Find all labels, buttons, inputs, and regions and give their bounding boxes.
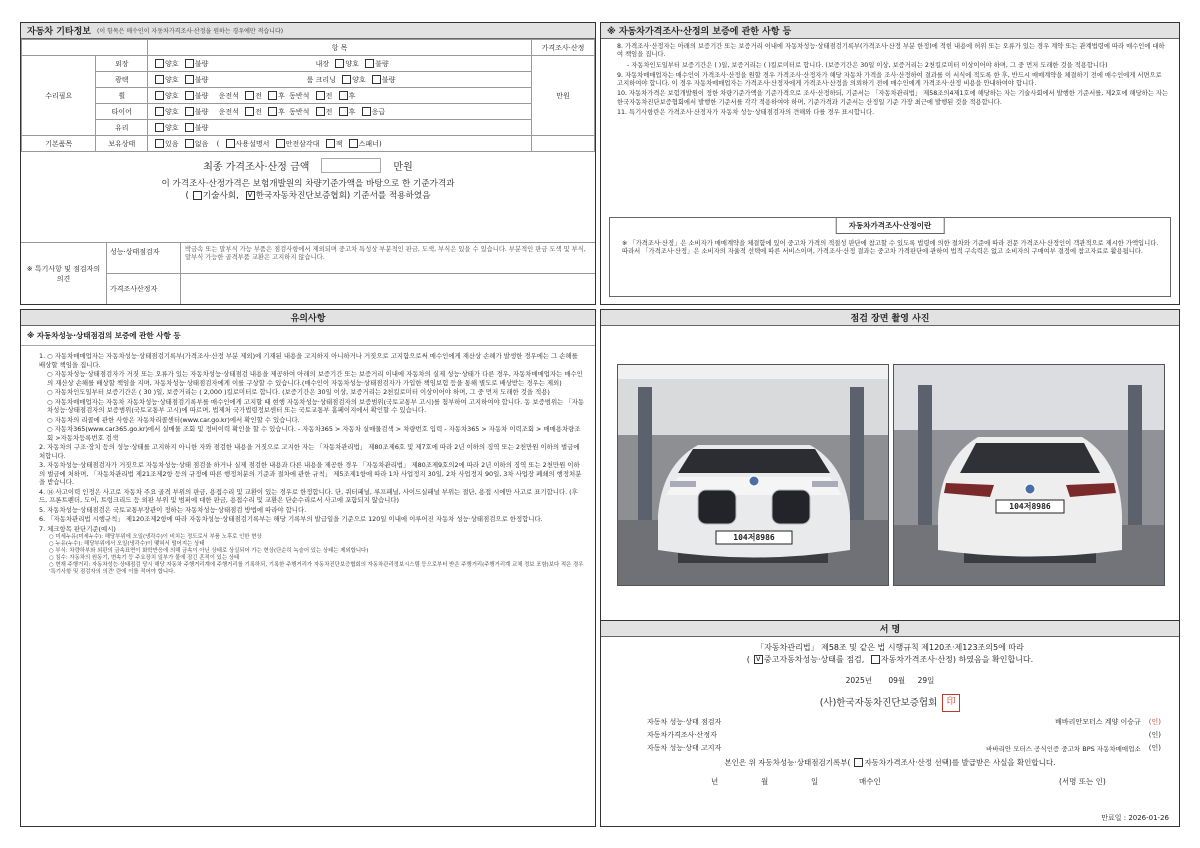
price-item-8-sub: - 자동차인도일부터 보증기간은 ( )일, 보증거리는 ( )킬로미터로 합니다. (보증기간은 30일 이상, 보증거리는 2천킬로미터 이상이어야 하며, 그 중 먼저 도래한 것을 적용합니다) bbox=[627, 61, 1108, 69]
acc-spanner-checkbox[interactable] bbox=[349, 139, 358, 148]
notice-item: ○ 자동차의 리콜에 관한 사항은 자동차리콜센터(www.car.go.kr)에서 확인할 수 있습니다. bbox=[47, 415, 300, 424]
panel-header bbox=[21, 23, 595, 39]
signer-row: 자동차가격조사·산정자 (인) bbox=[647, 731, 1161, 740]
receipt-line: 본인은 위 자동차성능·상태점검기록부( 자동차가격조사·산정 선택)를 발급받은 사실을 확인합니다. bbox=[724, 757, 1056, 767]
expiry-date: 만료일 : 2026-01-26 bbox=[1101, 814, 1169, 822]
basis-tech-checkbox[interactable] bbox=[193, 191, 202, 200]
signer-list bbox=[601, 712, 1179, 755]
row-gloss: 광택 bbox=[96, 72, 148, 88]
association-row bbox=[601, 694, 1179, 712]
col-price: 가격조사·산정 bbox=[531, 40, 594, 56]
interior-bad-checkbox[interactable] bbox=[365, 59, 374, 68]
signature-section bbox=[601, 620, 1179, 826]
basis-text bbox=[21, 178, 595, 203]
wheel-passenger-front-checkbox[interactable] bbox=[316, 91, 325, 100]
law-line-1: 「자동차관리법」 제58조 및 같은 법 시행규칙 제120조·제123조의5에 따라 bbox=[756, 643, 1024, 652]
tire-driver-rear-checkbox[interactable] bbox=[268, 107, 277, 116]
glass-good-checkbox[interactable] bbox=[155, 123, 164, 132]
row-exterior: 외장 bbox=[96, 56, 148, 72]
notices-title: ※ 자동차성능·상태점검의 보증에 관한 사항 등 bbox=[21, 326, 595, 346]
basis-line-2: ( 기술사회, v 한국자동차진단보증협회) 기준서를 적용하였음 bbox=[21, 190, 595, 202]
panel-other-info bbox=[20, 22, 596, 305]
panel-header bbox=[601, 23, 1179, 39]
price-inspector-note[interactable] bbox=[181, 274, 595, 304]
price-definition-box bbox=[609, 217, 1171, 297]
panel-title: 점검 장면 촬영 사진 bbox=[850, 314, 930, 324]
signature-mark[interactable]: (인) bbox=[1148, 744, 1161, 753]
basis-kada-checkbox[interactable] bbox=[246, 191, 255, 200]
basis-line-1: 이 가격조사·산정가격은 보험개발원의 차량기준가액을 바탕으로 한 기준가격과 bbox=[161, 179, 455, 189]
panel-price-warranty bbox=[600, 22, 1180, 305]
panel-header bbox=[601, 310, 1179, 326]
signature-mark[interactable]: (인) bbox=[1148, 718, 1161, 727]
price-item-9: 9. 자동차매매업자는 매수인이 가격조사·산정을 원할 경우 가격조사·산정자가 해당 자동차 가격을 조사·산정하여 결과를 이 서식에 적도록 한 후, 반드시 매매계약을 체결하기 전에 매수인에게 서면으로 고지하여야 합니다. 이 경우 자동차매매업자는 가격조사·산정자에게 가격조사·산정을 의뢰하기 전에 매수인에게 가격조사·산정 비용을 안내하여야 합니다. bbox=[617, 71, 1162, 88]
law-text bbox=[601, 642, 1179, 667]
tire-bad-checkbox[interactable] bbox=[185, 107, 194, 116]
options-table: 항 목 가격조사·산정 수리필요 외장 양호 불량 내장 양호 불량 만원 광택 양호 불량 룸 크리닝 양호 불량 휠 양호 불량 운전석 전 후 동반석 전 후 타이어 양호 불량 운전석 전 후 동반석 전 후 응급 유리 양호 불량 기본품목 보유상태 있음 없음 ( 사용설명서 안전삼각대 잭 스패너) bbox=[21, 39, 595, 152]
association-name: (사)한국자동차진단보증협회 bbox=[819, 697, 938, 709]
front-car-photo bbox=[617, 364, 889, 586]
final-price-row bbox=[21, 152, 595, 178]
tire-good-checkbox[interactable] bbox=[155, 107, 164, 116]
price-item-10: 10. 자동차가격은 보험개발원이 정한 차량기준가액을 기준가격으로 조사·산정하되, 기준서는 「자동차관리법」 제58조의4제1호에 해당하는 자는 기술사회에서 발행한 기준서를, 제2호에 해당하는 자는 한국자동차진단보증협회에서 발행한 기준서를 각각 적용하여야 하며, 기준가격과 기준서는 산정일 기준 가장 최근에 발행된 것을 적용합니다. bbox=[617, 90, 1169, 106]
price-unit: 만원 bbox=[531, 56, 594, 136]
signature-header: 서 명 bbox=[601, 621, 1179, 637]
acc-manual-checkbox[interactable] bbox=[226, 139, 235, 148]
price-item-8: 8. 가격조사·산정자는 아래의 보증기간 또는 보증거리 이내에 자동차성능·상태점검기록부(가격조사·산정 부분 한정)에 적힌 내용에 허위 또는 오류가 있는 경우 계약 또는 관계법령에 따라 매수인에 대하여 책임을 집니다. bbox=[617, 43, 1165, 59]
row-accessories: 보유상태 bbox=[96, 136, 148, 152]
exterior-good-checkbox[interactable] bbox=[155, 59, 164, 68]
law-line-2: (v 중고자동차성능·상태를 점검, 자동차가격조사·산정) 하였음을 확인합니다. bbox=[601, 654, 1179, 666]
receipt-price-checkbox[interactable] bbox=[854, 758, 863, 767]
box-title: 자동차가격조사·산정이란 bbox=[836, 217, 945, 234]
panel-photos-signature bbox=[600, 309, 1180, 827]
repair-needed-label: 수리필요 bbox=[22, 56, 96, 136]
notice-item: ○ 자동차인도일부터 보증기간은 ( 30 )일, 보증거리는 ( 2,000 )킬로미터로 합니다. (보증기간은 30일 이상, 보증거리는 2천킬로미터 이상이어야 하며, 그 중 먼저 도래한 것을 적용) bbox=[47, 388, 550, 397]
notices-list bbox=[21, 346, 595, 576]
final-price-input[interactable] bbox=[321, 158, 381, 173]
price-item-11: 11. 특기사항란은 가격조사·산정자가 자동차 성능·상태점검자의 견해와 다를 경우 표시합니다. bbox=[617, 109, 875, 117]
tire-passenger-rear-checkbox[interactable] bbox=[339, 107, 348, 116]
special-label: ※ 특기사항 및 점검자의 의견 bbox=[21, 243, 107, 304]
rear-car-photo bbox=[893, 364, 1165, 586]
panel-title: 자동차 기타정보 bbox=[27, 27, 91, 37]
acc-jack-checkbox[interactable] bbox=[326, 139, 335, 148]
panel-title: ※ 자동차가격조사·산정의 보증에 관한 사항 등 bbox=[607, 27, 792, 37]
price-check-checkbox[interactable] bbox=[871, 655, 880, 664]
association-stamp: 印 bbox=[942, 694, 960, 712]
criteria-list bbox=[39, 534, 585, 576]
notice-item: 7. 체크항목 판단기준(예시) bbox=[39, 524, 116, 533]
row-interior: 내장 bbox=[315, 59, 330, 68]
glass-bad-checkbox[interactable] bbox=[185, 123, 194, 132]
signer-row: 자동차 성능·상태 점검자 배바리안모터스 계양 이승규 (인) bbox=[647, 718, 1161, 727]
acc-none-checkbox[interactable] bbox=[185, 139, 194, 148]
final-price-label: 최종 가격조사·산정 금액 bbox=[203, 161, 310, 173]
inspection-checkbox[interactable] bbox=[754, 655, 763, 664]
criteria-item: ○ 부식: 차량하부와 외판의 금속표면이 화학반응에 의해 금속이 아닌 상태로 상실되어 가는 현상(단순히 녹슬어 있는 상태는 제외합니다) bbox=[49, 548, 369, 555]
notice-item: ○ 자동차성능·상태점검자가 거짓 또는 오류가 있는 자동차성능·상태점검 내용을 제공하여 아래의 보증기간 또는 보증거리 이내에 자동차의 실제 성능·상태가 다른 경우, 자동차매매업자는 매수인의 재산상 손해를 배상할 책임을 지며, 자동차성능·상태점검자에게 이를 구상할 수 있습니다.(매수인이 자동차성능·상태점검자가 가입한 책임보험 등을 통해 별도로 배상받는 경우는 제외) bbox=[47, 370, 583, 387]
notice-item: 5. 자동차성능·상태점검은 국토교통부장관이 정하는 자동차성능·상태점검 방법에 따라야 합니다. bbox=[39, 505, 307, 514]
room-bad-checkbox[interactable] bbox=[372, 75, 381, 84]
price-inspector-label: 가격조사산정자 bbox=[107, 274, 181, 304]
exterior-bad-checkbox[interactable] bbox=[185, 59, 194, 68]
final-price-unit: 만원 bbox=[393, 161, 413, 173]
tire-passenger-front-checkbox[interactable] bbox=[316, 107, 325, 116]
notice-item: 4. ⑭ 사고이력 인정은 사고로 자동차 주요 골격 부위의 판금, 용접수리 및 교환이 있는 경우로 한정합니다. 단, 쿼터패널, 루프패널, 사이드실패널 부위는 절단, 용접 시에만 사고로 표기합니다. (후드, 프론트펜더, 도어, 트렁크리드 등 외판 부위 및 범퍼에 대한 판금, 용접수리 및 교환은 단순수리로서 사고에 포함되지 않습니다) bbox=[39, 487, 578, 505]
notice-item: ○ 자동차365(www.car365.go.kr)에서 실매물 조회 및 정비이력 확인을 할 수 있습니다. - 자동차365 > 자동차 실매물검색 > 차량번호 입력 - 자동차365 > 자동차 이력조회 > 매매용차량조회 >자동차등록번호 검색 bbox=[47, 425, 581, 442]
notice-item: 3. 자동차성능·상태점검자가 거짓으로 자동차성능·상태 점검을 하거나 실제 점검한 내용과 다른 내용을 제공한 경우 「자동차관리법」 제80조제9호의2에 따라 2년 이하의 징역 또는 2천만원 이하의 벌금에 처하며, 「자동차관리법 제21조제2항 등의 규정에 따른 행정처분의 기준과 절차에 관한 규칙」 제5조제1항에 따라 1차 사업정지 30일, 2차 사업정지 90일, 3차 사업장 폐쇄의 행정처분을 받습니다. bbox=[39, 461, 582, 487]
room-good-checkbox[interactable] bbox=[342, 75, 351, 84]
criteria-item: ○ 누유(누수): 해당부위에서 오일(냉각수)이 맺혀서 떨어지는 상태 bbox=[49, 541, 205, 548]
acc-triangle-checkbox[interactable] bbox=[276, 139, 285, 148]
sign-date: 2025년 09월 29일 bbox=[845, 675, 935, 685]
col-item: 항 목 bbox=[148, 40, 532, 56]
row-room-cleaning: 룸 크리닝 bbox=[306, 75, 336, 84]
front-license-plate: 104저8986 bbox=[733, 533, 775, 542]
criteria-item: ○ 침수: 자동차의 원동기, 변속기 등 주요장치 일부가 물에 잠긴 흔적이 있는 상태 bbox=[49, 555, 240, 562]
wheel-driver-rear-checkbox[interactable] bbox=[268, 91, 277, 100]
notice-item: ○ 자동차매매업자는 자동차 자동차성능·상태점검기록부를 매수인에게 고지할 때 현행 자동차성능·상태점검자의 보증범위(국토교통부 고시)를 첨부하여 고지하여야 합니다. 동 보증범위는 「자동차성능·상태점검자의 보증범위(국토교통부 고시)에 따르며, 법제처 국가법령정보센터 또는 국토교통부 홈페이지에서 확인할 수 있습니다. bbox=[47, 397, 585, 415]
panel-header bbox=[21, 310, 595, 326]
row-wheel: 휠 bbox=[96, 88, 148, 104]
notice-item: 1. ○ 자동차매매업자는 자동차성능·상태점검기록부(가격조사·산정 부분 제외)에 기재된 내용을 고지하지 아니하거나 거짓으로 고지함으로써 매수인에게 재산상 손해가 발생한 경우에는 그 손해를 배상할 책임을 집니다. bbox=[39, 352, 578, 369]
buyer-signature[interactable]: (서명 또는 인) bbox=[1059, 776, 1106, 786]
special-notes-section bbox=[21, 242, 595, 304]
panel-title: 유의사항 bbox=[290, 314, 326, 324]
wheel-passenger-rear-checkbox[interactable] bbox=[339, 91, 348, 100]
basic-items-label: 기본품목 bbox=[22, 136, 96, 152]
tire-driver-front-checkbox[interactable] bbox=[245, 107, 254, 116]
notice-item: 6. 「자동차관리법 시행규칙」 제120조제2항에 따라 자동차성능·상태점검기록부는 해당 기록부의 발급일을 기준으로 120일 이내에 이루어진 자동차 성능·상태점검으로 한정합니다. bbox=[39, 515, 543, 524]
wheel-good-checkbox[interactable] bbox=[155, 91, 164, 100]
criteria-item: ○ 현재 주행거리: 자동차성능·상태점검 당시 해당 자동차 주행거리계에 주행거리를 기록하되, 기록한 주행거리가 자동차진단보증협회의 자동차관리정보시스템 등으로부터 받은 주행거리(주행거리계 교체 정보 포함)보다 적은 경우 '특기사항 및 점검자의 의견' 란에 이를 적어야 합니다. bbox=[49, 562, 584, 576]
perf-inspector-note: 박금속 또는 말부식 가능 부품은 점검사항에서 제외되며 중고차 특성상 부분적인 판금, 도색, 부식은 있을 수 있습니다. 부분적인 판금 도색 및 부식, 말부식 가능한 골격부품 교환은 고지하지 않습니다. bbox=[185, 246, 586, 262]
wheel-driver-front-checkbox[interactable] bbox=[245, 91, 254, 100]
wheel-bad-checkbox[interactable] bbox=[185, 91, 194, 100]
signer-row: 자동차 성능·상태 고지자 바바리안 모터스 공식인증 중고차 BPS 자동차매매업소 (인) bbox=[647, 744, 1161, 753]
criteria-item: ○ 미세누유(미세누수): 해당부위에 오일(냉각수)이 비치는 정도로서 부품 노후로 인한 현상 bbox=[49, 534, 262, 541]
interior-good-checkbox[interactable] bbox=[335, 59, 344, 68]
panel-notices bbox=[20, 309, 596, 827]
acc-have-checkbox[interactable] bbox=[155, 139, 164, 148]
notice-item: 2. 자동차의 구조·장치 등의 성능·상태를 고지하지 아니한 자와 점검한 내용을 거짓으로 고지한 자는 「자동차관리법」 제80조제6호 및 제7호에 따라 2년 이하의 징역 또는 2천만원 이하의 벌금에 처합니다. bbox=[39, 443, 580, 460]
row-tire: 타이어 bbox=[96, 104, 148, 120]
gloss-good-checkbox[interactable] bbox=[155, 75, 164, 84]
panel-subtitle: (이 항목은 매수인이 자동차가격조사·산정을 원하는 경우에만 적습니다) bbox=[97, 28, 284, 35]
perf-inspector-label: 성능·상태점검자 bbox=[107, 243, 181, 273]
box-text: ※ 「가격조사·산정」은 소비자가 매매계약을 체결함에 있어 중고차 가격의 적절성 판단에 참고할 수 있도록 법령에 의한 절차와 기준에 따라 전문 가격조사·산정인이 객관적으로 제시한 가액입니다. 따라서 「가격조사·산정」은 소비자의 자율적 선택에 따른 서비스이며, 가격조사·산정 결과는 중고차 가격판단에 관하여 법적 구속력은 없고 소비자의 구매여부 결정에 참고자료로 활용됩니다. bbox=[622, 240, 1159, 256]
signature-mark[interactable]: (인) bbox=[1148, 731, 1161, 740]
row-glass: 유리 bbox=[96, 120, 148, 136]
tire-emergency-checkbox[interactable] bbox=[362, 107, 371, 116]
gloss-bad-checkbox[interactable] bbox=[185, 75, 194, 84]
rear-license-plate: 104저8986 bbox=[1009, 502, 1051, 511]
buyer-row: 년 월 일 매수인 (서명 또는 인) bbox=[711, 776, 1106, 786]
